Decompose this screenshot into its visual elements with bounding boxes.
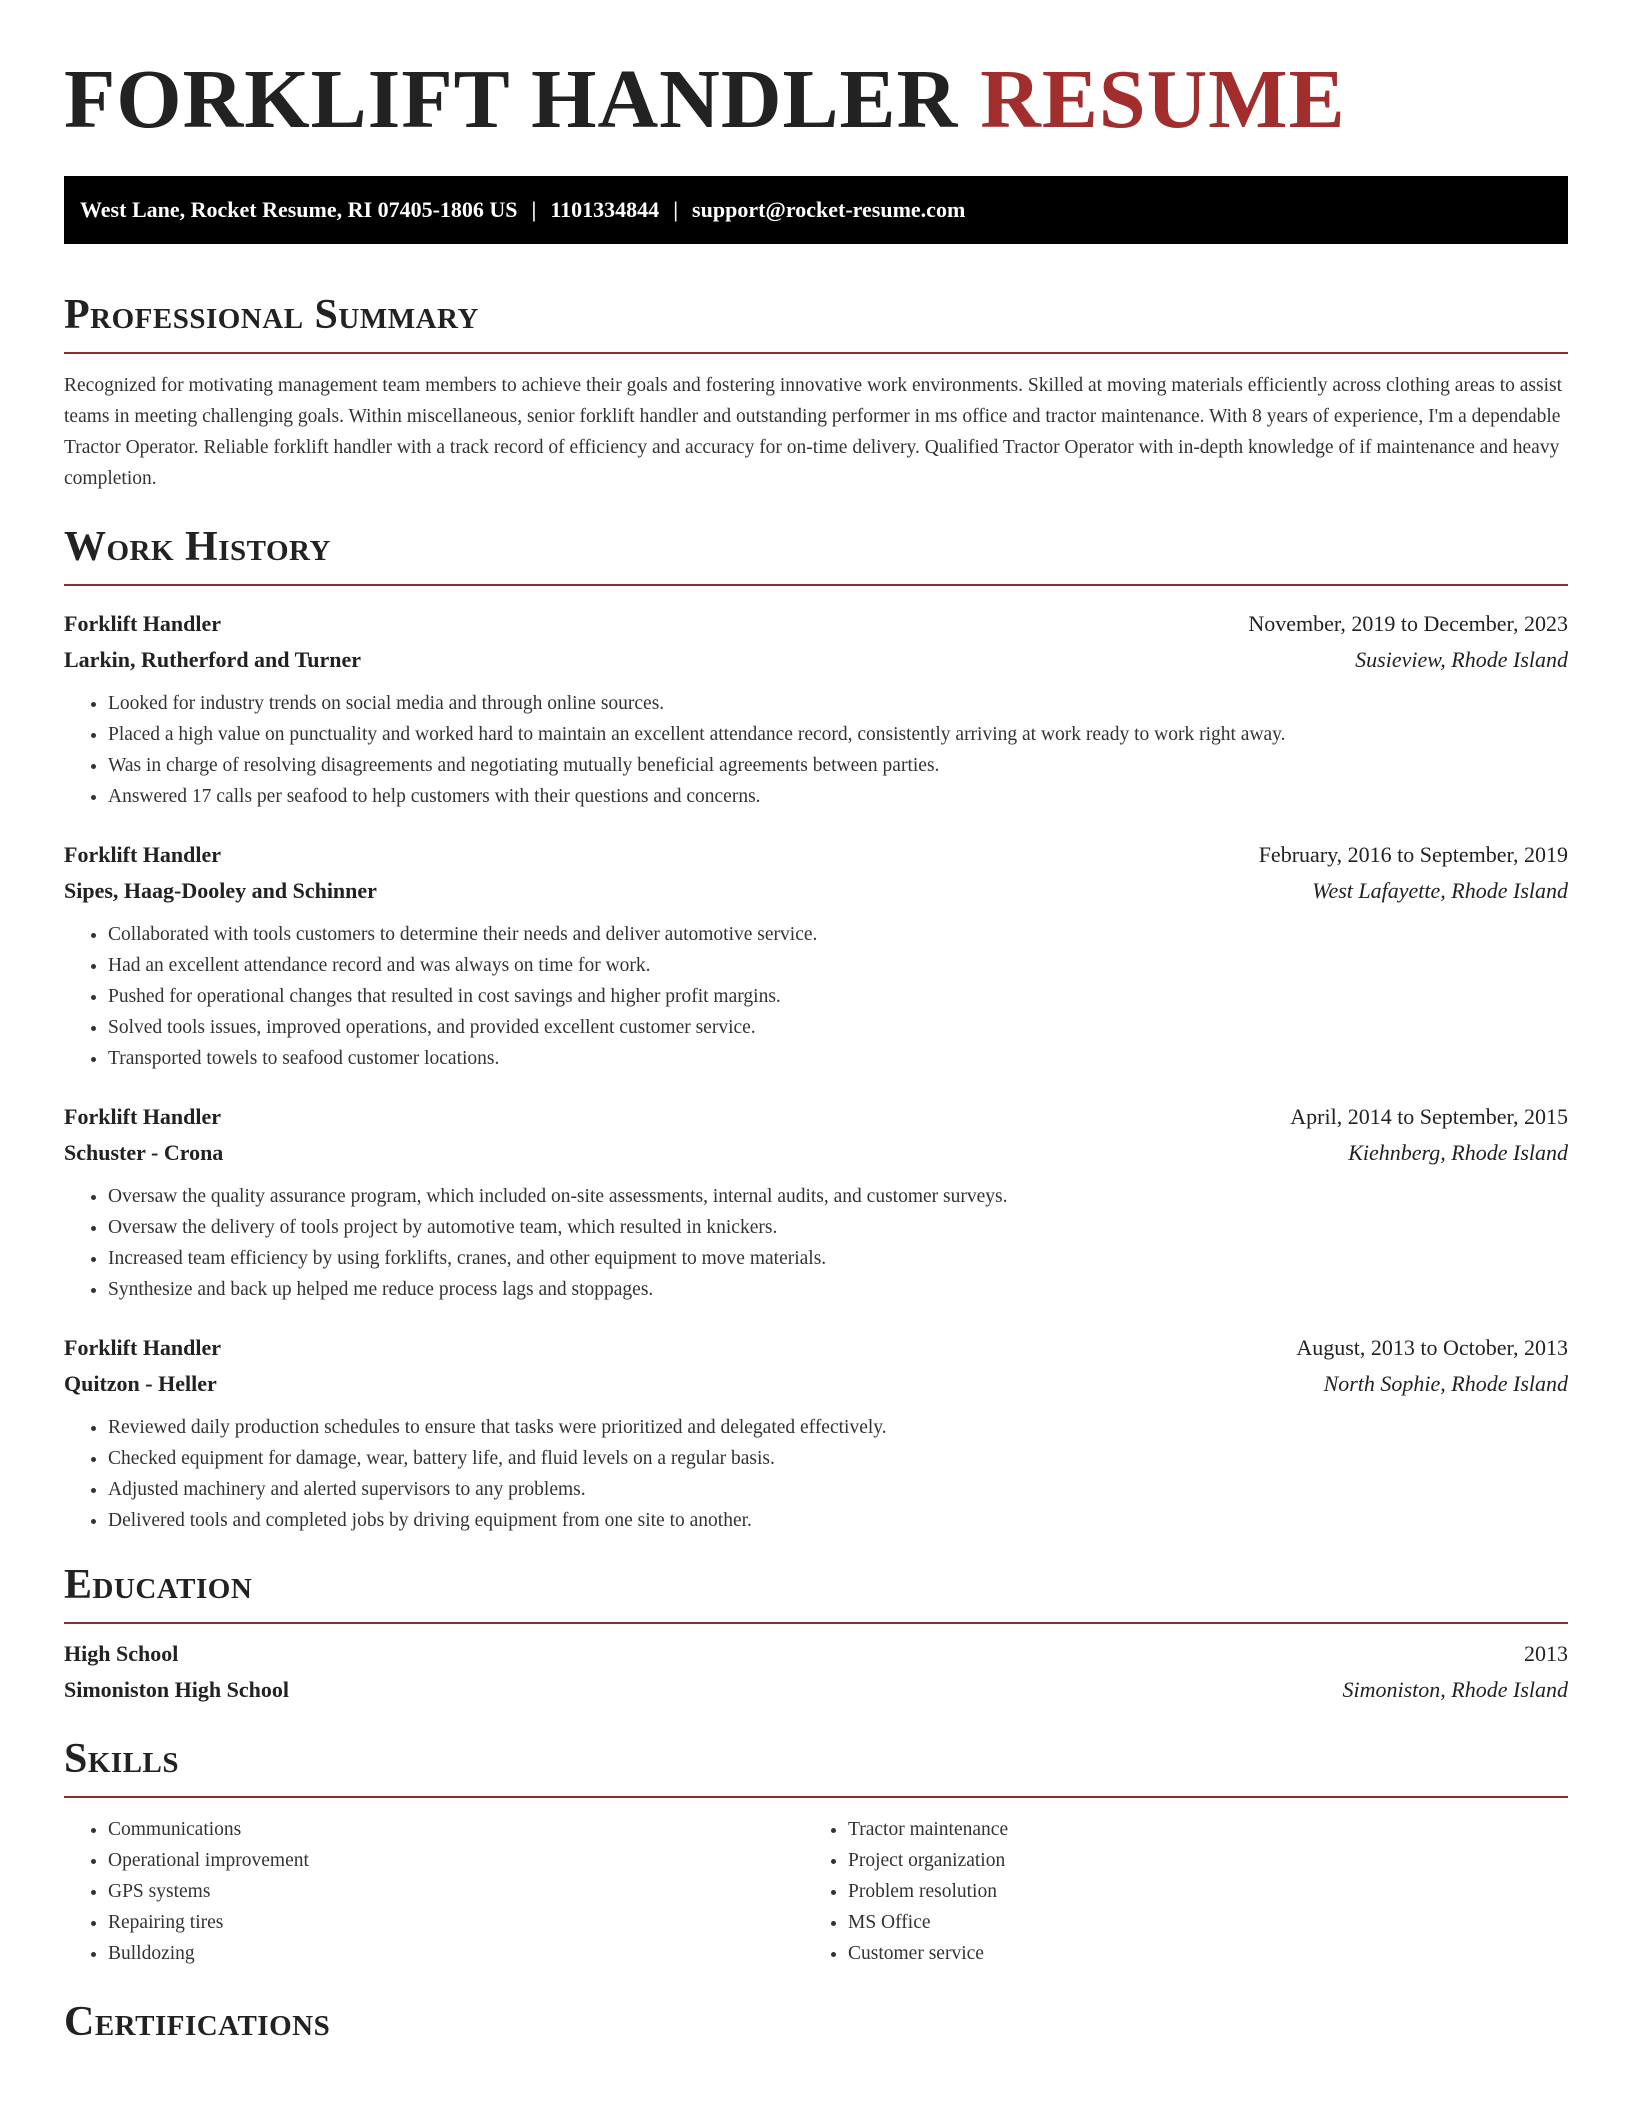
skills-section [64,1738,1568,1969]
section-divider [64,1622,1568,1624]
education-degree: High School [64,1641,179,1666]
job-dates: February, 2016 to September, 2019 [1258,842,1568,867]
contact-email: support@rocket-resume.com [692,197,966,222]
skill-item: • Tractor maintenance [848,1814,1544,1845]
job-bullet: • Placed a high value on punctuality and worked hard to maintain an excellent attendance record, consistently arriving at work ready to work right away. [108,719,1568,750]
job-bullet: • Pushed for operational changes that resulted in cost savings and higher profit margins. [108,981,1568,1012]
job-bullet: • Was in charge of resolving disagreements and negotiating mutually beneficial agreements between parties. [108,750,1568,781]
job-bullet: • Adjusted machinery and alerted supervisors to any problems. [108,1474,1568,1505]
job-company: Quitzon - Heller [64,1371,217,1396]
resume-page [64,0,1568,2043]
job-bullets [64,688,1568,812]
job-bullets [64,1412,1568,1536]
contact-address: West Lane, Rocket Resume, RI 07405-1806 US [80,197,518,222]
job-bullet: • Oversaw the delivery of tools project by automotive team, which resulted in knickers. [108,1212,1568,1243]
certifications-section [64,2001,1568,2043]
job-entry [64,1330,1568,1536]
work-history-section [64,526,1568,1536]
job-entry [64,1099,1568,1305]
job-location: Kiehnberg, Rhode Island [1348,1140,1568,1165]
contact-separator: | [531,197,537,222]
job-title: Forklift Handler [64,1335,222,1360]
job-bullet: • Delivered tools and completed jobs by driving equipment from one site to another. [108,1505,1568,1536]
job-company: Schuster - Crona [64,1140,224,1165]
job-bullet: • Reviewed daily production schedules to ensure that tasks were prioritized and delegated effectively. [108,1412,1568,1443]
job-bullet: • Checked equipment for damage, wear, battery life, and fluid levels on a regular basis. [108,1443,1568,1474]
job-location: Susieview, Rhode Island [1355,647,1568,672]
job-dates: April, 2014 to September, 2015 [1290,1104,1568,1129]
job-location: West Lafayette, Rhode Island [1312,878,1568,903]
summary-section [64,294,1568,494]
job-bullet: • Oversaw the quality assurance program, which included on-site assessments, internal audits, and customer surveys. [108,1181,1568,1212]
job-bullet: • Increased team efficiency by using forklifts, cranes, and other equipment to move materials. [108,1243,1568,1274]
section-divider [64,352,1568,354]
skill-item: • Bulldozing [108,1938,804,1969]
skill-item: • Problem resolution [848,1876,1544,1907]
education-school: Simoniston High School [64,1677,289,1702]
job-bullet: • Looked for industry trends on social media and through online sources. [108,688,1568,719]
contact-separator: | [673,197,679,222]
job-dates: August, 2013 to October, 2013 [1296,1335,1568,1360]
education-heading: Education [64,1562,253,1608]
job-title: Forklift Handler [64,1104,222,1129]
skills-list-right [804,1814,1544,1969]
skills-columns [64,1814,1568,1969]
section-divider [64,584,1568,586]
job-bullets [64,1181,1568,1305]
job-entry [64,837,1568,1074]
contact-phone: 1101334844 [550,197,660,222]
summary-heading: Professional Summary [64,292,479,338]
education-year: 2013 [1524,1641,1568,1666]
skill-item: • MS Office [848,1907,1544,1938]
job-bullet: • Answered 17 calls per seafood to help customers with their questions and concerns. [108,781,1568,812]
section-divider [64,1796,1568,1798]
job-title: Forklift Handler [64,842,222,867]
job-bullet: • Synthesize and back up helped me reduce process lags and stoppages. [108,1274,1568,1305]
skills-heading: Skills [64,1736,180,1782]
job-bullet: • Solved tools issues, improved operations, and provided excellent customer service. [108,1012,1568,1043]
job-dates: November, 2019 to December, 2023 [1248,611,1568,636]
job-bullet: • Collaborated with tools customers to determine their needs and deliver automotive service. [108,919,1568,950]
job-location: North Sophie, Rhode Island [1323,1371,1568,1396]
skill-item: • Project organization [848,1845,1544,1876]
title-main: FORKLIFT HANDLER [64,53,959,146]
skill-item: • Repairing tires [108,1907,804,1938]
title-accent: RESUME [980,53,1346,146]
skill-item: • Operational improvement [108,1845,804,1876]
job-bullet: • Had an excellent attendance record and was always on time for work. [108,950,1568,981]
skill-item: • Communications [108,1814,804,1845]
skills-list-left [64,1814,804,1969]
job-company: Sipes, Haag-Dooley and Schinner [64,878,377,903]
job-company: Larkin, Rutherford and Turner [64,647,362,672]
education-section [64,1564,1568,1708]
work-history-heading: Work History [64,524,331,570]
job-bullet: • Transported towels to seafood customer locations. [108,1043,1568,1074]
resume-title [64,53,1568,146]
summary-text: Recognized for motivating management team members to achieve their goals and fostering innovative work environments. Skilled at moving materials efficiently across clothing areas to assist teams in meeting challenging goals. Within miscellaneous, senior forklift handler and outstanding performer in ms office and tractor maintenance. With 8 years of experience, I'm a dependable Tractor Operator. Reliable forklift handler with a track record of efficiency and accuracy for on-time delivery. Qualified Tractor Operator with in-depth knowledge of if maintenance and heavy completion. [64,375,1563,489]
contact-bar [64,176,1568,244]
certifications-heading: Certifications [64,1999,331,2045]
job-entry [64,606,1568,812]
skill-item: • GPS systems [108,1876,804,1907]
skill-item: • Customer service [848,1938,1544,1969]
education-location: Simoniston, Rhode Island [1342,1677,1568,1702]
job-title: Forklift Handler [64,611,222,636]
job-bullets [64,919,1568,1074]
